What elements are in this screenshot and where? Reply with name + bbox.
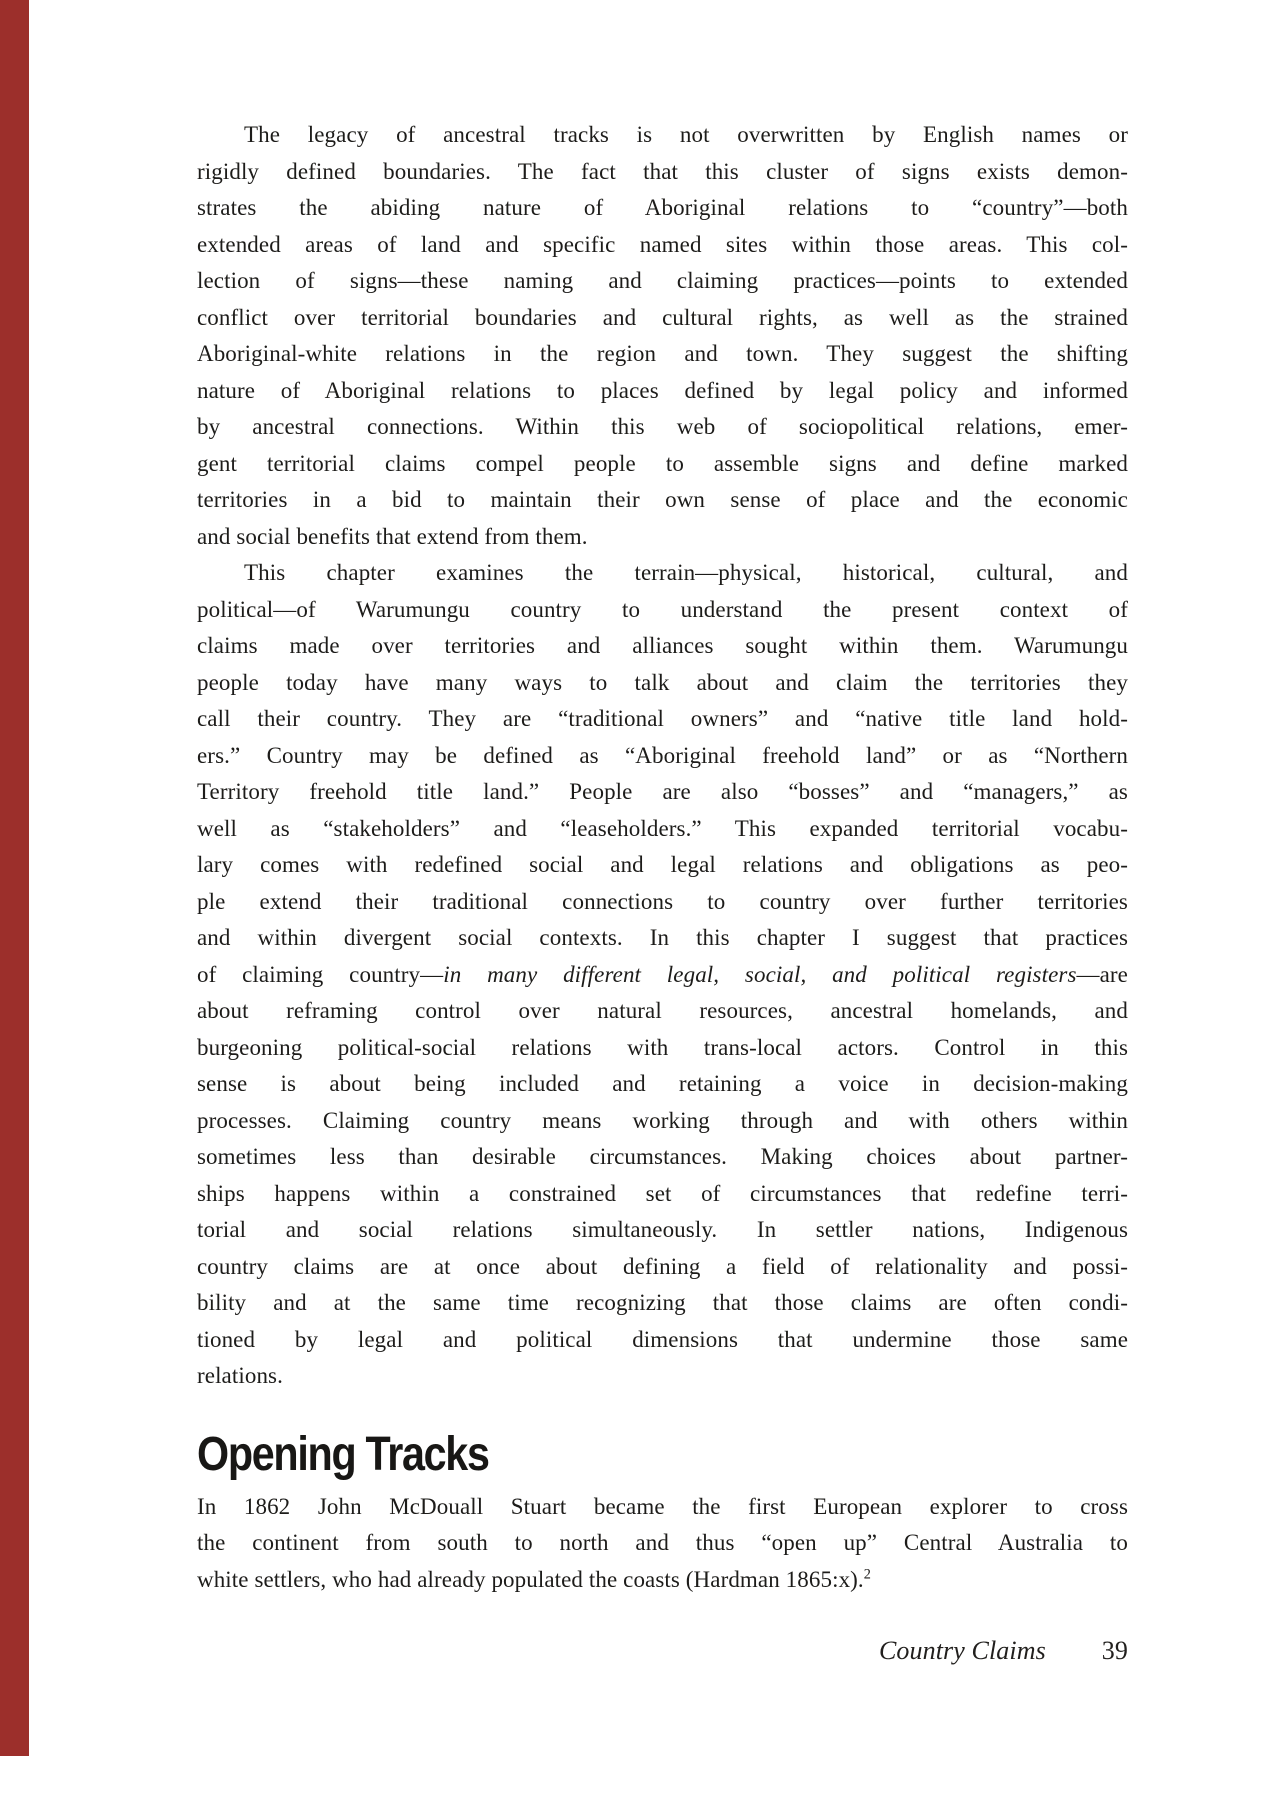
body-paragraphs	[197, 117, 1128, 1395]
text-line: This chapter examines the terrain—physical, historical, cultural, and	[244, 560, 1128, 585]
text-line: conflict over territorial boundaries and cultural rights, as well as the strained	[197, 304, 1128, 330]
text-line: people today have many ways to talk about and claim the territories they	[197, 669, 1128, 695]
body-paragraph	[197, 1489, 1128, 1599]
text-line: Aboriginal-white relations in the region and town. They suggest the shifting	[197, 341, 1128, 366]
text-line: claims made over territories and alliances sought within them. Warumungu	[197, 633, 1128, 658]
text-line: The legacy of ancestral tracks is not overwritten by English names or	[244, 122, 1128, 147]
text-line: by ancestral connections. Within this web of sociopolitical relations, emer-	[197, 414, 1128, 439]
running-title: Country Claims	[878, 1636, 1046, 1665]
text-line: rigidly defined boundaries. The fact that this cluster of signs exists demon-	[197, 158, 1128, 184]
body-paragraph	[197, 555, 1128, 1395]
text-line: relations.	[197, 1363, 283, 1388]
text-line: white settlers, who had already populated the coasts (Hardman 1865:x).$^2$	[197, 1565, 872, 1592]
text-line: territories in a bid to maintain their own sense of place and the economic	[197, 487, 1128, 512]
text-line: ers.” Country may be defined as “Aboriginal freehold land” or as “Northern	[197, 742, 1128, 768]
text-line: the continent from south to north and thus “open up” Central Australia to	[197, 1530, 1128, 1555]
text-line: strates the abiding nature of Aboriginal relations to “country”—both	[197, 195, 1128, 220]
text-line: political—of Warumungu country to understand the present context of	[197, 596, 1128, 622]
text-line: nature of Aboriginal relations to places defined by legal policy and informed	[197, 377, 1128, 403]
body-paragraph	[197, 117, 1128, 555]
section-paragraph	[197, 1489, 1128, 1599]
text-line: about reframing control over natural resources, ancestral homelands, and	[197, 998, 1128, 1023]
text-block	[197, 117, 1128, 1666]
text-line: lary comes with redefined social and legal relations and obligations as peo-	[197, 852, 1128, 877]
text-line: call their country. They are “traditional owners” and “native title land hold-	[197, 706, 1128, 731]
text-line: torial and social relations simultaneously. In settler nations, Indigenous	[197, 1217, 1128, 1242]
text-line: of claiming country—in many different legal, social, and political registers—are	[197, 961, 1128, 987]
text-line: and within divergent social contexts. In this chapter I suggest that practices	[197, 925, 1128, 950]
section-heading: Opening Tracks	[197, 1427, 489, 1481]
text-line: tioned by legal and political dimensions that undermine those same	[197, 1326, 1128, 1352]
text-line: Territory freehold title land.” People are also “bosses” and “managers,” as	[197, 779, 1128, 804]
text-line: gent territorial claims compel people to assemble signs and define marked	[197, 450, 1128, 476]
text-line: In 1862 John McDouall Stuart became the first European explorer to cross	[197, 1493, 1128, 1519]
text-line: processes. Claiming country means working through and with others within	[197, 1107, 1128, 1133]
text-line: well as “stakeholders” and “leaseholders.” This expanded territorial vocabu-	[197, 815, 1128, 841]
text-line: and social benefits that extend from them.	[197, 523, 588, 549]
text-line: sometimes less than desirable circumstances. Making choices about partner-	[197, 1144, 1128, 1169]
text-line: sense is about being included and retaining a voice in decision-making	[197, 1071, 1128, 1096]
text-line: extended areas of land and specific named sites within those areas. This col-	[197, 231, 1128, 257]
text-line: lection of signs—these naming and claiming practices—points to extended	[197, 268, 1128, 293]
page-footer	[197, 1636, 1128, 1666]
text-line: ships happens within a constrained set of circumstances that redefine terri-	[197, 1180, 1128, 1206]
book-cover-edge	[0, 0, 29, 1756]
text-line: country claims are at once about defining a field of relationality and possi-	[197, 1253, 1128, 1279]
text-line: burgeoning political-social relations with trans-local actors. Control in this	[197, 1034, 1128, 1060]
text-line: ple extend their traditional connections to country over further territories	[197, 888, 1128, 914]
text-line: bility and at the same time recognizing that those claims are often condi-	[197, 1290, 1128, 1315]
page-number: 39	[1101, 1636, 1128, 1665]
